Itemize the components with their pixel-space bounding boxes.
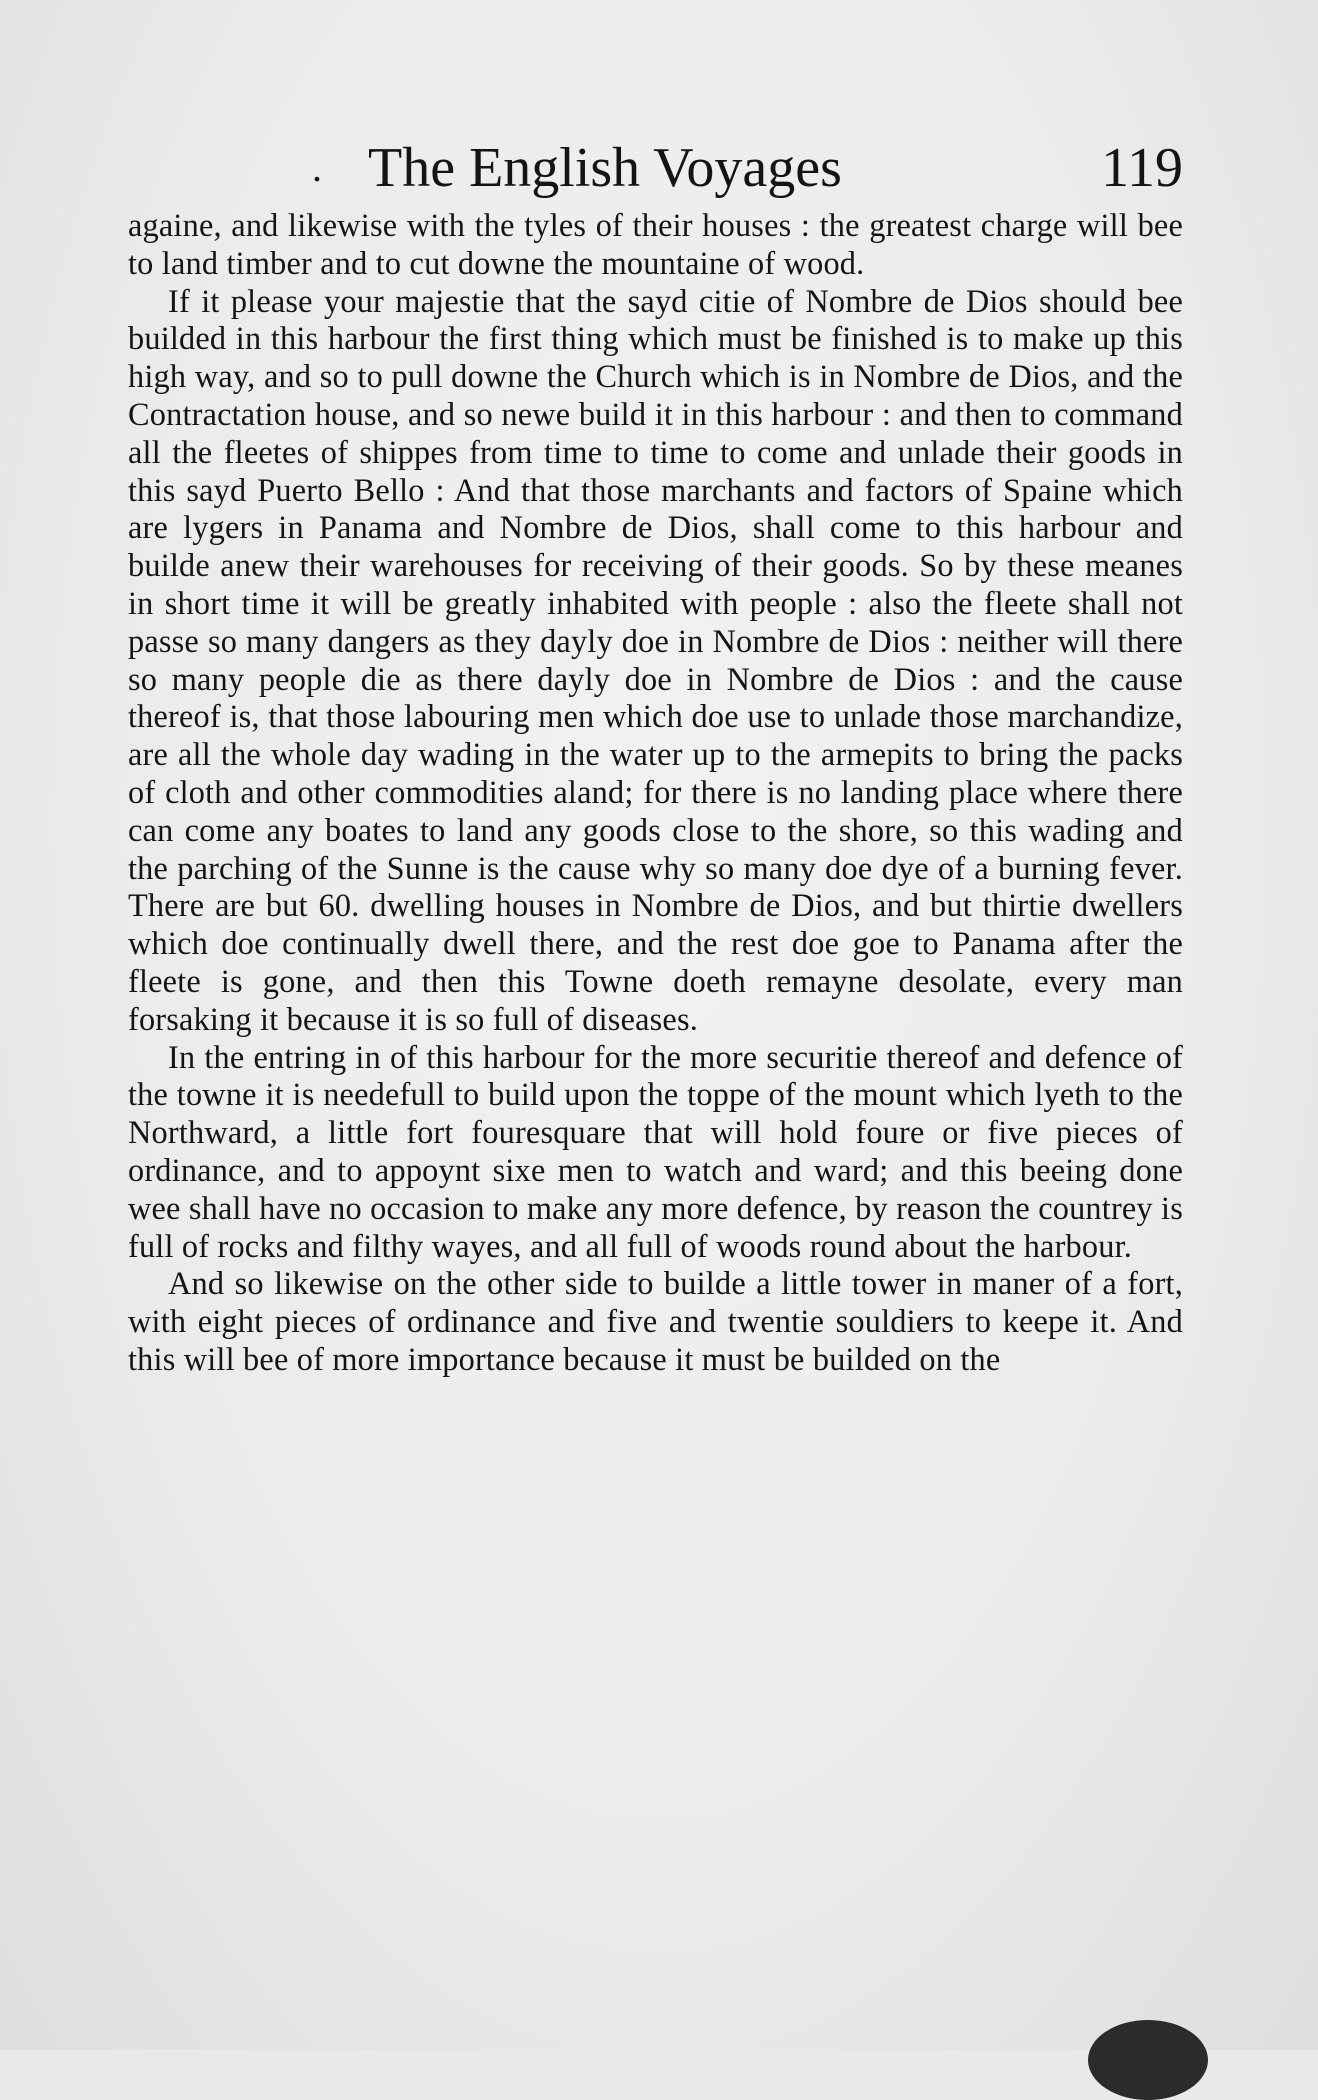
paragraph-2: If it please your majestie that the sayd citie of Nombre de Dios should bee builded in this harbour the first thing which must be finished is to make up this high way, and so to pull downe the Church which is in Nombre de Dios, and the Contractation house, and so newe build it in this harbour : and then to command all the fleetes of shippes from time to time to come and unlade their goods in this sayd Puerto Bello : And that those marchants and factors of Spaine which are lygers in Panama and Nombre de Dios, shall come to this harbour and builde anew their warehouses for receiving of their goods. So by these meanes in short time it will be greatly inhabited with people : also the fleete shall not passe so many dangers as they dayly doe in Nombre de Dios : neither will there so many people die as there dayly doe in Nombre de Dios : and the cause thereof is, that those labouring men which doe use to unlade those marchandize, are all the whole day wading in the water up to the armepits to bring the packs of cloth and other commodities aland; for there is no landing place where there can come any boates to land any goods close to the shore, so this wading and the parching of the Sunne is the cause why so many doe dye of a burning fever. There are but 60. dwelling houses in Nombre de Dios, and but thirtie dwellers which doe continually dwell there, and the rest doe goe to Panama after the fleete is gone, and then this Towne doeth remayne desolate, every man forsaking it because it is so full of diseases. — [128, 282, 1183, 1037]
running-title: The English Voyages — [368, 137, 842, 199]
paragraph-1: againe, and likewise with the tyles of their houses : the greatest charge will bee to land timber and to cut downe the mountaine of wood. — [128, 207, 1183, 281]
paragraph-3: In the entring in of this harbour for the more securitie thereof and defence of the towne it is needefull to build upon the toppe of the mount which lyeth to the Northward, a little fort fouresquare that will hold foure or five pieces of ordinance, and to appoynt sixe men to watch and ward; and this beeing done wee shall have no occasion to make any more defence, by reason the countrey is full of rocks and filthy wayes, and all full of woods round about the harbour. — [128, 1038, 1183, 1264]
page-number: 119 — [1101, 137, 1183, 199]
page-header — [128, 128, 1183, 208]
text-body — [128, 207, 1183, 1379]
header-dot: . — [312, 145, 322, 190]
scan-corner-shadow — [1088, 2020, 1208, 2100]
paragraph-4: And so likewise on the other side to builde a little tower in maner of a fort, with eight pieces of ordinance and five and twentie souldiers to keepe it. And this will bee of more importance because it must be builded on the — [128, 1265, 1183, 1377]
